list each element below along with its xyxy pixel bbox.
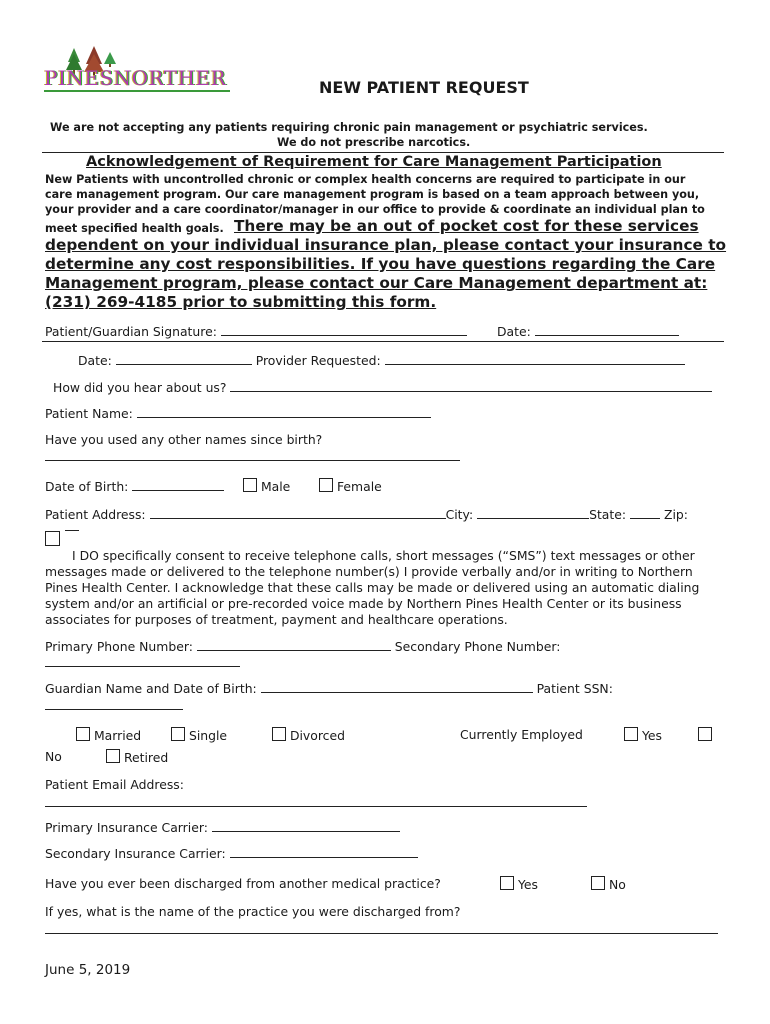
married-option[interactable] <box>76 727 141 743</box>
retired-checkbox[interactable] <box>106 749 120 763</box>
dob-field[interactable] <box>132 478 224 491</box>
discharged-no-checkbox[interactable] <box>591 876 605 890</box>
dob-label: Date of Birth: <box>45 479 129 494</box>
ack-body-2: care management program. Our care management program is based on a team approach between you, <box>45 188 700 201</box>
provider-label: Provider Requested: <box>255 353 381 368</box>
discharged-no-label: No <box>608 877 626 892</box>
hear-field[interactable] <box>230 379 712 392</box>
sig-date-row <box>497 323 679 339</box>
other-names-label: Have you used any other names since birth? <box>45 432 323 447</box>
provider-field[interactable] <box>385 352 685 365</box>
logo <box>44 46 234 94</box>
divorced-option[interactable] <box>272 727 345 743</box>
male-checkbox[interactable] <box>243 478 257 492</box>
discharged-from-field[interactable] <box>45 933 718 934</box>
ack-heading: Acknowledgement of Requirement for Care Management Participation <box>86 154 662 170</box>
state-label: State: <box>589 507 627 522</box>
cost-line-4: Management program, please contact our Care Management department at: <box>45 274 708 292</box>
sig-date-label: Date: <box>497 324 531 339</box>
dob-row <box>45 478 224 494</box>
patient-name-label: Patient Name: <box>45 406 133 421</box>
male-option[interactable] <box>243 478 290 494</box>
cost-line-2: dependent on your individual insurance plan, please contact your insurance to <box>45 236 727 254</box>
cost-line-1: There may be an out of pocket cost for these services <box>234 217 699 235</box>
city-label: City: <box>445 507 474 522</box>
primary-phone-label: Primary Phone Number: <box>45 639 193 654</box>
sig-date-field[interactable] <box>535 323 679 336</box>
other-names-field[interactable] <box>45 460 460 461</box>
signature-row <box>45 323 467 339</box>
hear-row <box>53 379 712 395</box>
employed-label: Currently Employed <box>460 727 583 742</box>
discharged-no-option[interactable] <box>591 876 626 892</box>
primary-phone-field[interactable] <box>197 638 391 651</box>
employed-no-option[interactable] <box>698 727 712 743</box>
signature-field[interactable] <box>221 323 467 336</box>
employed-no-checkbox[interactable] <box>698 727 712 741</box>
address-row <box>45 506 688 522</box>
date-provider-row <box>78 352 685 368</box>
patient-name-row <box>45 405 431 421</box>
employed-yes-option[interactable] <box>624 727 662 743</box>
consent-line-3: Pines Health Center. I acknowledge that these calls may be made or delivered using an automatic dialing <box>45 580 700 595</box>
logo-text: PINESNORTHER <box>44 66 227 90</box>
consent-line-1: I DO specifically consent to receive telephone calls, short messages (“SMS”) text messages or other <box>72 548 695 563</box>
secondary-ins-field[interactable] <box>230 845 418 858</box>
discharged-label: Have you ever been discharged from another medical practice? <box>45 876 441 891</box>
female-label: Female <box>336 479 382 494</box>
notice-line-2: We do not prescribe narcotics. <box>277 136 471 149</box>
divorced-checkbox[interactable] <box>272 727 286 741</box>
secondary-ins-label: Secondary Insurance Carrier: <box>45 846 226 861</box>
phone-row <box>45 638 560 654</box>
guardian-row <box>45 680 613 696</box>
discharged-yes-label: Yes <box>517 877 538 892</box>
patient-name-field[interactable] <box>137 405 431 418</box>
ssn-field[interactable] <box>45 709 183 710</box>
footer-date: June 5, 2019 <box>45 962 131 978</box>
consent-line-5: associates for purposes of treatment, payment and healthcare operations. <box>45 612 508 627</box>
secondary-ins-row <box>45 845 418 861</box>
single-option[interactable] <box>171 727 227 743</box>
email-label: Patient Email Address: <box>45 777 184 792</box>
page-title: NEW PATIENT REQUEST <box>319 78 529 97</box>
ssn-label: Patient SSN: <box>536 681 613 696</box>
signature-label: Patient/Guardian Signature: <box>45 324 217 339</box>
zip-label: Zip: <box>663 507 688 522</box>
divorced-label: Divorced <box>289 728 345 743</box>
email-field[interactable] <box>45 806 587 807</box>
ack-body-4: meet specified health goals. <box>45 222 224 235</box>
primary-ins-field[interactable] <box>212 819 400 832</box>
married-label: Married <box>93 728 142 743</box>
guardian-label: Guardian Name and Date of Birth: <box>45 681 257 696</box>
retired-option[interactable] <box>106 749 168 765</box>
secondary-phone-label: Secondary Phone Number: <box>394 639 561 654</box>
employed-no-label: No <box>45 749 62 764</box>
male-label: Male <box>260 479 291 494</box>
address-field[interactable] <box>150 506 446 519</box>
consent-option[interactable] <box>45 530 79 549</box>
employed-yes-label: Yes <box>641 728 662 743</box>
consent-checkbox[interactable] <box>45 531 60 546</box>
guardian-field[interactable] <box>261 680 533 693</box>
ack-body-1: New Patients with uncontrolled chronic or complex health concerns are required to participate in our <box>45 173 686 186</box>
notice-line-1: We are not accepting any patients requiring chronic pain management or psychiatric services. <box>50 121 648 134</box>
female-option[interactable] <box>319 478 382 494</box>
address-label: Patient Address: <box>45 507 146 522</box>
ack-body-3: your provider and a care coordinator/manager in our office to provide & coordinate an individual plan to <box>45 203 705 216</box>
single-checkbox[interactable] <box>171 727 185 741</box>
retired-label: Retired <box>123 750 169 765</box>
city-field[interactable] <box>477 506 589 519</box>
discharged-yes-option[interactable] <box>500 876 538 892</box>
employed-yes-checkbox[interactable] <box>624 727 638 741</box>
state-field[interactable] <box>630 506 660 519</box>
discharged-from-label: If yes, what is the name of the practice you were discharged from? <box>45 904 461 919</box>
consent-line-2: messages made or delivered to the telephone number(s) I provide verbally and/or in writing to Northern <box>45 564 693 579</box>
female-checkbox[interactable] <box>319 478 333 492</box>
date-field[interactable] <box>116 352 252 365</box>
single-label: Single <box>188 728 228 743</box>
primary-ins-label: Primary Insurance Carrier: <box>45 820 208 835</box>
date-label: Date: <box>78 353 112 368</box>
cost-line-3: determine any cost responsibilities. If you have questions regarding the Care <box>45 255 716 273</box>
primary-ins-row <box>45 819 400 835</box>
discharged-yes-checkbox[interactable] <box>500 876 514 890</box>
consent-line-4: system and/or an artificial or pre-recorded voice made by Northern Pines Health Center or its business <box>45 596 682 611</box>
married-checkbox[interactable] <box>76 727 90 741</box>
cost-line-5: (231) 269-4185 prior to submitting this form. <box>45 293 437 311</box>
secondary-phone-field[interactable] <box>45 666 240 667</box>
hear-label: How did you hear about us? <box>53 380 227 395</box>
